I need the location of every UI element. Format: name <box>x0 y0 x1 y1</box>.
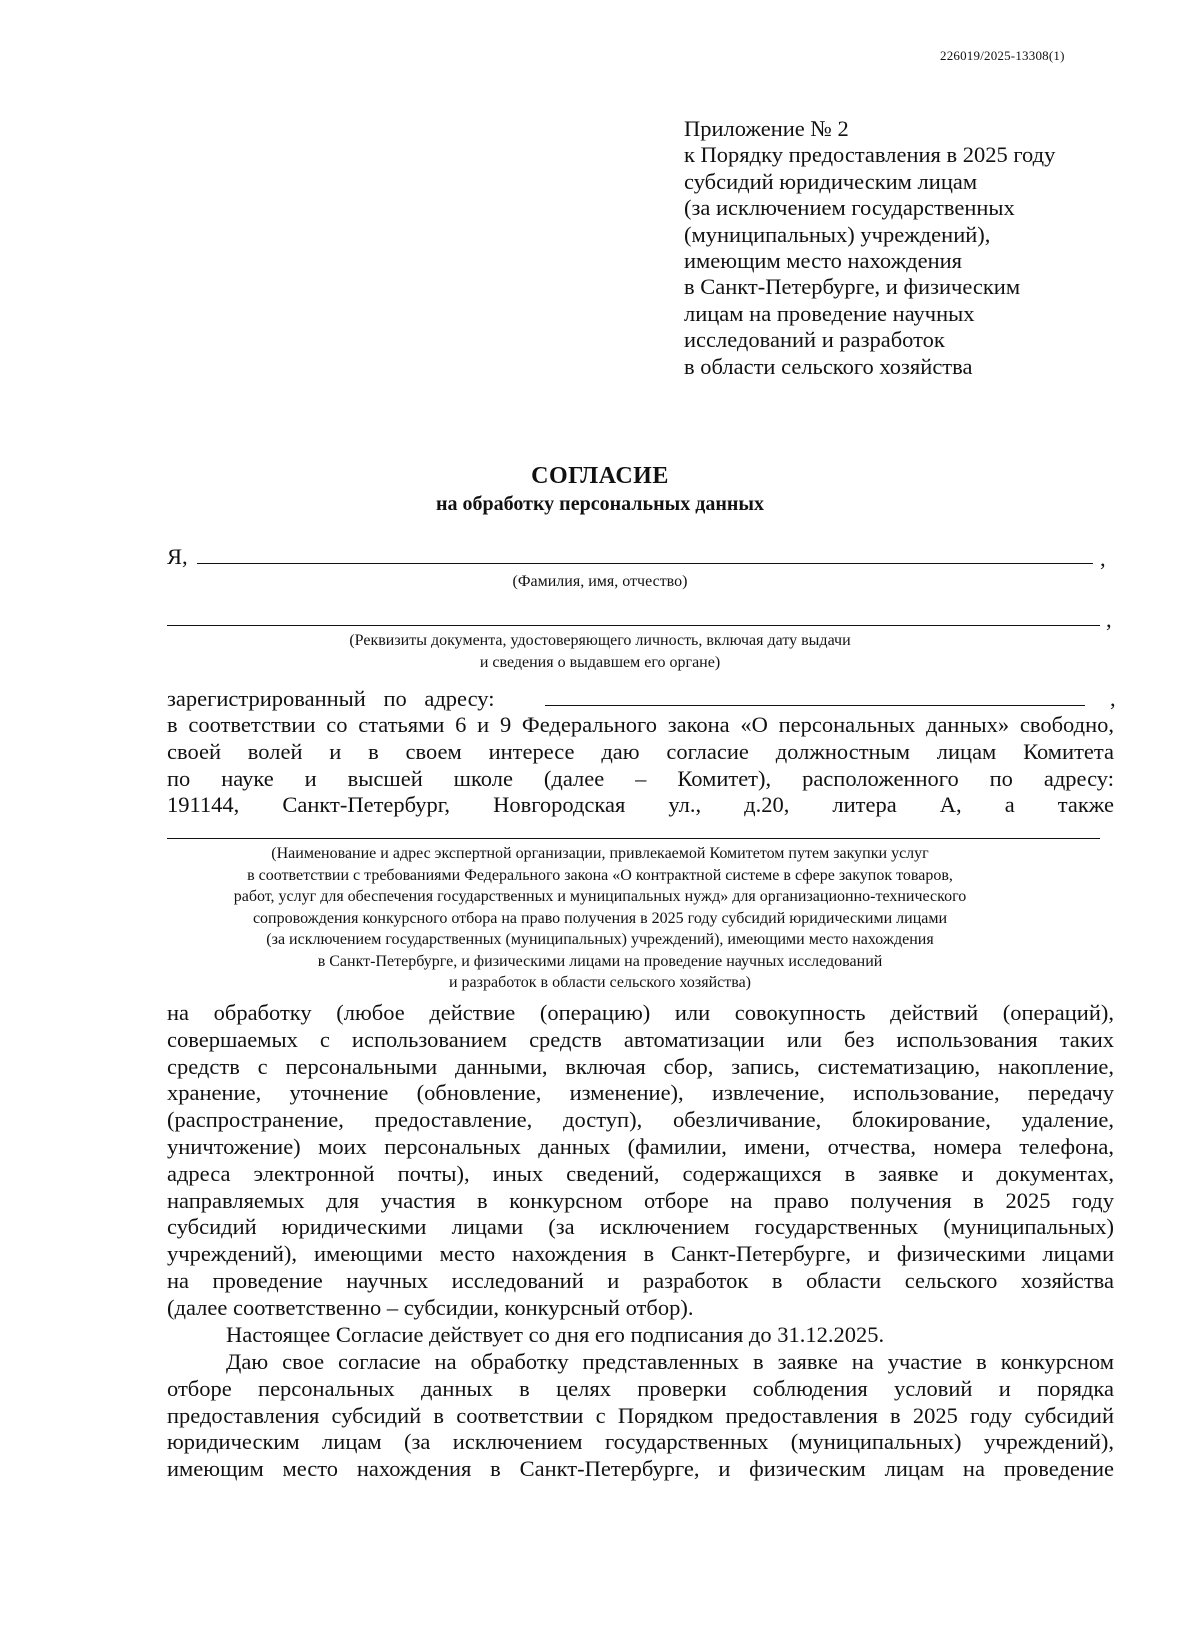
paragraph-line: по науке и высшей школе (далее – Комитет), расположенного по адресу: <box>167 765 1114 791</box>
caption-line: работ, услуг для обеспечения государственных и муниципальных нужд» для организационно-технического <box>233 888 967 905</box>
paragraph-line: своей волей и в своем интересе даю согласие должностным лицам Комитета <box>167 738 1114 764</box>
appendix-line: субсидий юридическим лицам <box>684 168 978 194</box>
paragraph-line: отборе персональных данных в целях проверки соблюдения условий и порядка <box>167 1375 1114 1401</box>
document-comma: , <box>1106 607 1112 632</box>
document-title: СОГЛАСИЕ <box>531 463 669 489</box>
paragraph-line: юридическим лицам (за исключением государственных (муниципальных) учреждений), <box>167 1429 1114 1455</box>
expert-organization-field-line[interactable] <box>167 838 1100 839</box>
fio-field-line[interactable] <box>197 563 1093 564</box>
caption-line: сопровождения конкурсного отбора на право получения в 2025 году субсидий юридическими лицами <box>252 909 948 927</box>
appendix-line: исследований и разработок <box>684 327 945 353</box>
caption-line: и разработок в области сельского хозяйства) <box>448 974 751 991</box>
paragraph-line: (распространение, предоставление, доступ), обезличивание, блокирование, удаление, <box>167 1107 1114 1133</box>
paragraph-line: на проведение научных исследований и разработок в области сельского хозяйства <box>167 1267 1114 1293</box>
address-comma: , <box>1110 686 1116 711</box>
appendix-line: в Санкт-Петербурге, и физическим <box>684 274 1021 300</box>
document-subtitle: на обработку персональных данных <box>436 493 764 515</box>
consent-paragraph-1 <box>167 712 1114 819</box>
paragraph-line: предоставления субсидий в соответствии с Порядком предоставления в 2025 году субсидий <box>167 1402 1114 1428</box>
registered-address-label: зарегистрированный по адресу: <box>167 686 495 711</box>
appendix-line: (муниципальных) учреждений), <box>684 221 991 247</box>
consent-paragraph-2 <box>167 1000 1114 1322</box>
identity-document-caption <box>0 630 1200 673</box>
caption-line: в соответствии с требованиями Федерального закона «О контрактной системе в сфере закупок товаров, <box>247 866 953 884</box>
paragraph-line: средств с персональными данными, включая сбор, запись, систематизацию, накопление, <box>167 1053 1114 1079</box>
consent-paragraph-4 <box>167 1349 1114 1483</box>
caption-line: в Санкт-Петербурге, и физическими лицами на проведение научных исследований <box>317 952 883 970</box>
caption-line: (за исключением государственных (муниципальных) учреждений), имеющими место нахождения <box>266 931 934 948</box>
paragraph-line: имеющим место нахождения в Санкт-Петербурге, и физическим лицам на проведение <box>167 1456 1114 1482</box>
paragraph-line: в соответствии со статьями 6 и 9 Федерального закона «О персональных данных» свободно, <box>167 712 1114 737</box>
appendix-line: к Порядку предоставления в 2025 году <box>684 142 1056 168</box>
registered-address-field-line[interactable] <box>545 705 1085 706</box>
appendix-header <box>684 116 1055 380</box>
appendix-line: (за исключением государственных <box>684 195 1015 221</box>
appendix-line: в области сельского хозяйства <box>684 353 973 379</box>
paragraph-line: учреждений), имеющими место нахождения в Санкт-Петербурге, и физическими лицами <box>167 1241 1114 1267</box>
appendix-line: имеющим место нахождения <box>684 247 963 273</box>
ya-label: Я, <box>167 544 188 569</box>
appendix-line: лицам на проведение научных <box>684 300 975 326</box>
appendix-line: Приложение № 2 <box>684 116 849 141</box>
paragraph-line: на обработку (любое действие (операцию) или совокупность действий (операций), <box>167 1000 1114 1025</box>
document-number: 226019/2025-13308(1) <box>940 48 1065 63</box>
paragraph-line: субсидий юридическими лицами (за исключением государственных (муниципальных) <box>167 1214 1114 1240</box>
caption-line: (Наименование и адрес экспертной организации, привлекаемой Комитетом путем закупки услуг <box>271 845 929 862</box>
paragraph-line: адреса электронной почты), иных сведений, содержащихся в заявке и документах, <box>167 1160 1114 1186</box>
paragraph-line: уничтожение) моих персональных данных (фамилии, имени, отчества, номера телефона, <box>167 1133 1114 1159</box>
fio-caption: (Фамилия, имя, отчество) <box>512 573 688 590</box>
fio-comma: , <box>1100 546 1106 571</box>
expert-organization-caption <box>60 843 1140 994</box>
caption-line: (Реквизиты документа, удостоверяющего личность, включая дату выдачи <box>349 632 851 649</box>
caption-line: и сведения о выдавшем его органе) <box>479 653 721 671</box>
paragraph-line: (далее соответственно – субсидии, конкурсный отбор). <box>167 1294 694 1320</box>
identity-document-field-line[interactable] <box>167 625 1100 626</box>
paragraph-line: направляемых для участия в конкурсном отборе на право получения в 2025 году <box>167 1187 1114 1213</box>
validity-paragraph: Настоящее Согласие действует со дня его подписания до 31.12.2025. <box>226 1322 885 1347</box>
paragraph-line: Даю свое согласие на обработку представленных в заявке на участие в конкурсном <box>226 1349 1114 1374</box>
paragraph-line: 191144, Санкт-Петербург, Новгородская ул., д.20, литера А, а также <box>167 792 1114 818</box>
paragraph-line: совершаемых с использованием средств автоматизации или без использования таких <box>167 1026 1114 1052</box>
paragraph-line: хранение, уточнение (обновление, изменение), извлечение, использование, передачу <box>167 1080 1114 1106</box>
